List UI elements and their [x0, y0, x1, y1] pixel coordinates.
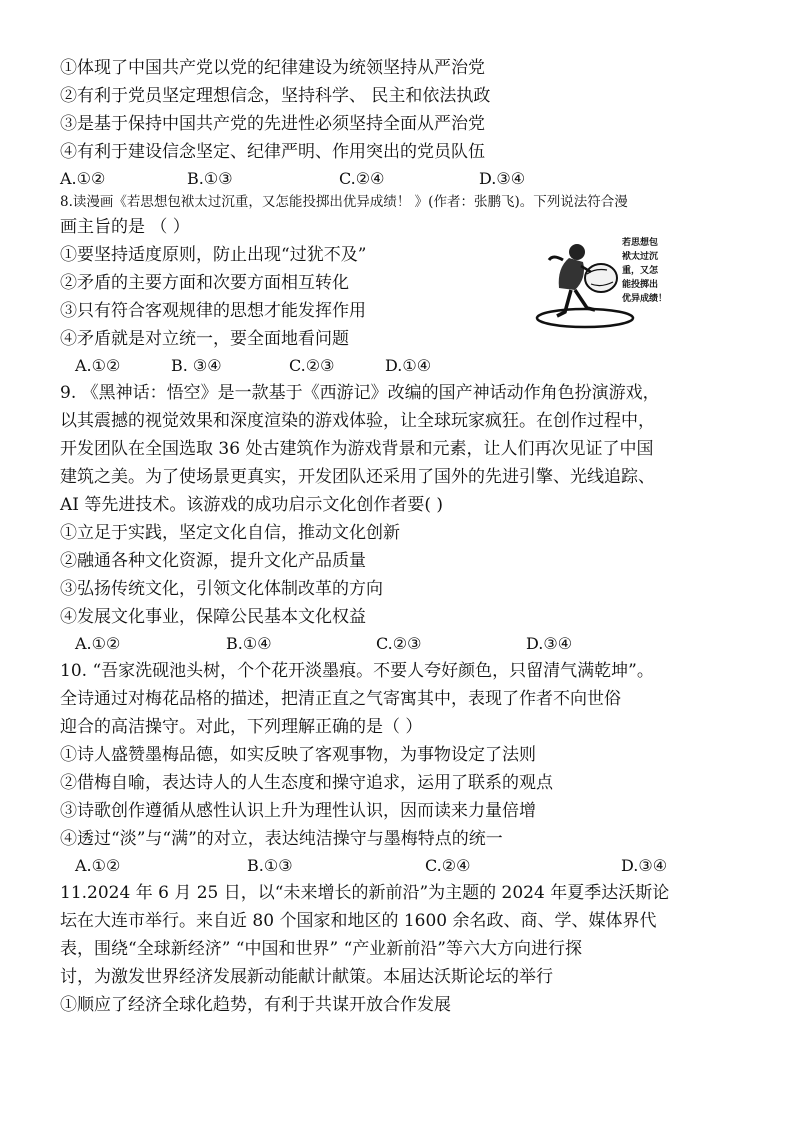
q11-item-1: ①顺应了经济全球化趋势，有利于共谋开放合作发展 — [60, 995, 451, 1015]
q7-item-2: ②有利于党员坚定理想信念，坚持科学、 民主和依法执政 — [60, 86, 491, 106]
q10-item-4: ④透过“淡”与“满”的对立，表达纯洁操守与墨梅特点的统一 — [60, 829, 503, 849]
q10-options — [60, 853, 750, 879]
cartoon-caption-line: 优异成绩！ — [622, 294, 668, 304]
cartoon-caption-line: 能投掷出 — [622, 280, 659, 290]
exam-page — [60, 54, 750, 1019]
q7-option-a: A.①② — [60, 169, 106, 188]
q10-item-3: ③诗歌创作遵循从感性认识上升为理性认识，因而读来力量倍增 — [60, 801, 536, 821]
cartoon-caption — [622, 236, 684, 306]
cartoon-caption-line: 若思想包 — [622, 238, 659, 248]
q9-block — [60, 379, 750, 657]
q9-stem-line: 建筑之美。为了使场景更真实，开发团队还采用了国外的先进引擎、光线追踪、 — [60, 467, 655, 487]
q11-block — [60, 879, 750, 1019]
q11-stem-line: 坛在大连市举行。来自近 80 个国家和地区的 1600 余名政、商、学、媒体界代 — [60, 911, 657, 931]
q10-block — [60, 657, 750, 879]
q9-stem-line: 开发团队在全国选取 36 处古建筑作为游戏背景和元素，让人们再次见证了中国 — [60, 439, 654, 459]
q8-option-b: B. ③④ — [171, 356, 222, 375]
q9-stem-line: 9. 《黑神话：悟空》是一款基于《西游记》改编的国产神话动作角色扮演游戏， — [60, 383, 660, 403]
q10-option-d: D.③④ — [621, 856, 668, 875]
q8-item-3: ③只有符合客观规律的思想才能发挥作用 — [60, 301, 366, 321]
q9-stem-line: 以其震撼的视觉效果和深度渲染的游戏体验，让全球玩家疯狂。在创作过程中， — [60, 411, 655, 431]
q9-stem-line: AI 等先进技术。该游戏的成功启示文化创作者要( ) — [60, 495, 444, 515]
q10-stem-line: 全诗通过对梅花品格的描述，把清正直之气寄寓其中，表现了作者不向世俗 — [60, 689, 621, 709]
q8-option-a: A.①② — [75, 356, 121, 375]
q8-options — [60, 353, 750, 379]
q8-option-c: C.②③ — [289, 356, 335, 375]
q8-block — [60, 192, 750, 379]
thrower-figure — [549, 244, 617, 316]
q7-item-3: ③是基于保持中国共产党的先进性必须坚持全面从严治党 — [60, 114, 485, 134]
q8-stem-line1: 8.读漫画《若思想包袱太过沉重，又怎能投掷出优异成绩！ 》(作者：张鹏飞)。下列说法符合漫 — [60, 194, 628, 210]
q9-option-b: B.①④ — [226, 634, 272, 653]
q8-item-4: ④矛盾就是对立统一，要全面地看问题 — [60, 329, 349, 349]
q7-option-c: C.②④ — [339, 169, 385, 188]
q9-option-c: C.②③ — [376, 634, 422, 653]
q10-stem-line: 10. “吾家洗砚池头树，个个花开淡墨痕。不要人夸好颜色，只留清气满乾坤”。 — [60, 661, 654, 681]
q7-option-d: D.③④ — [479, 169, 526, 188]
q9-item-3: ③弘扬传统文化，引领文化体制改革的方向 — [60, 579, 383, 599]
q9-option-a: A.①② — [75, 634, 121, 653]
q7-option-b: B.①③ — [187, 169, 233, 188]
q10-item-1: ①诗人盛赞墨梅品德，如实反映了客观事物，为事物设定了法则 — [60, 745, 536, 765]
q10-option-c: C.②④ — [425, 856, 471, 875]
q10-item-2: ②借梅自喻，表达诗人的人生态度和操守追求，运用了联系的观点 — [60, 773, 553, 793]
q8-stem-line2: 画主旨的是 （ ） — [60, 217, 190, 237]
q10-stem-line: 迎合的高洁操守。对此，下列理解正确的是（ ） — [60, 717, 423, 737]
q8-option-d: D.①④ — [385, 356, 432, 375]
q8-item-2: ②矛盾的主要方面和次要方面相互转化 — [60, 273, 349, 293]
q11-stem-line: 11.2024 年 6 月 25 日，以“未来增长的新前沿”为主题的 2024 年夏季达沃斯论 — [60, 883, 670, 903]
q11-stem-line: 讨，为激发世界经济发展新动能献计献策。本届达沃斯论坛的举行 — [60, 967, 553, 987]
q11-stem-line: 表，围绕“全球新经济” “中国和世界” “产业新前沿”等六大方向进行探 — [60, 939, 582, 959]
q7-block — [60, 54, 750, 192]
q9-item-4: ④发展文化事业，保障公民基本文化权益 — [60, 607, 366, 627]
cartoon-caption-line: 袱太过沉 — [622, 252, 659, 262]
q9-item-2: ②融通各种文化资源，提升文化产品质量 — [60, 551, 366, 571]
q10-option-a: A.①② — [75, 856, 121, 875]
q7-options — [60, 166, 750, 192]
q7-item-1: ①体现了中国共产党以党的纪律建设为统领坚持从严治党 — [60, 58, 485, 78]
cartoon-caption-line: 重，又怎 — [622, 266, 659, 276]
q9-option-d: D.③④ — [526, 634, 573, 653]
q7-item-4: ④有利于建设信念坚定、纪律严明、作用突出的党员队伍 — [60, 142, 485, 162]
q10-option-b: B.①③ — [247, 856, 293, 875]
q8-item-1: ①要坚持适度原则，防止出现“过犹不及” — [60, 245, 367, 265]
throwing-circle — [537, 309, 633, 327]
q9-options — [60, 631, 750, 657]
q9-item-1: ①立足于实践，坚定文化自信，推动文化创新 — [60, 523, 400, 543]
